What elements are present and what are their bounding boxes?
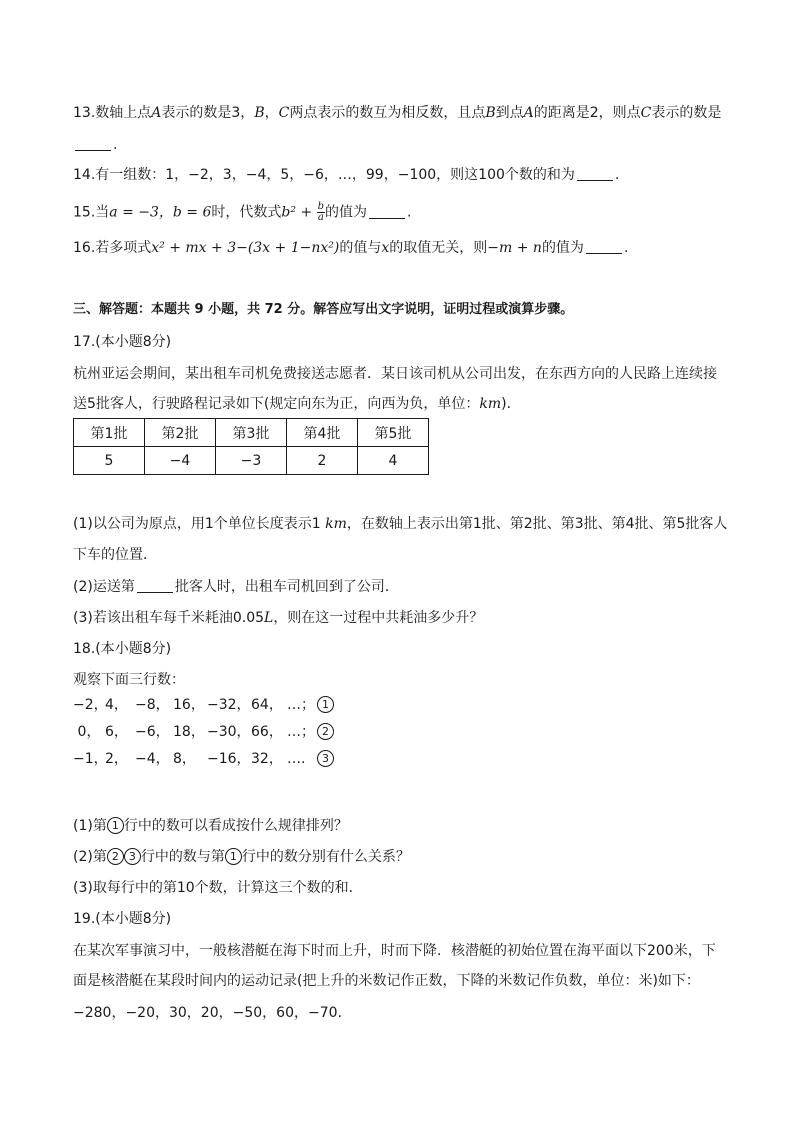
q13-text: 的距离是2，则点 bbox=[533, 105, 641, 121]
fraction-numerator: b bbox=[317, 201, 325, 212]
q13-var: C bbox=[640, 105, 652, 121]
q14-tail: . bbox=[614, 167, 620, 183]
q13-var: A bbox=[151, 105, 162, 121]
q13-text: 两点表示的数互为相反数，且点 bbox=[289, 105, 486, 121]
q18-intro: 观察下面三行数： bbox=[73, 672, 185, 688]
q17-part-1-cont: 下车的位置． bbox=[73, 547, 157, 563]
q13-tail: . bbox=[113, 137, 118, 153]
q18-text: 行中的数可以看成按什么规律排列？ bbox=[123, 818, 348, 834]
q17-header: 17.(本小题8分) bbox=[73, 334, 172, 350]
q16-expression: x² + mx + 3−(3x + 1−nx²) bbox=[151, 240, 340, 256]
sequence-term: −30， bbox=[207, 724, 251, 740]
sequence-row-1 bbox=[73, 696, 334, 714]
sequence-term: 18， bbox=[173, 724, 205, 740]
table-header-cell: 第1批 bbox=[74, 419, 145, 447]
sequence-term: 0， bbox=[77, 724, 101, 740]
q13-var: A bbox=[523, 105, 534, 121]
answer-blank[interactable] bbox=[586, 239, 622, 254]
q18-text: 行中的数与第 bbox=[140, 849, 225, 865]
sequence-term: …； bbox=[287, 697, 315, 713]
sequence-term: …； bbox=[287, 724, 315, 740]
q19-text-line: 在某次军事演习中，一般核潜艇在海下时而上升，时而下降．核潜艇的初始位置在海平面以下200米，下 bbox=[73, 943, 716, 959]
sequence-term: 8， bbox=[173, 751, 196, 767]
sequence-term: −16， bbox=[207, 751, 251, 767]
q15-text: 时，代数式 bbox=[211, 204, 282, 221]
q13-text: 表示的数是 bbox=[651, 105, 722, 121]
q19-header: 19.(本小题8分) bbox=[73, 911, 172, 927]
q16-text: 的值为 bbox=[541, 240, 584, 256]
q17-intro-line bbox=[73, 395, 521, 413]
q17-part-2 bbox=[73, 578, 399, 596]
q16-text: 的取值无关，则 bbox=[389, 240, 488, 256]
q17-text: (2)运送第 bbox=[73, 579, 135, 595]
unit-km: km bbox=[325, 516, 347, 532]
q15-expression: b² + bbox=[281, 204, 317, 221]
circled-number: 1 bbox=[107, 817, 124, 834]
table-header-cell: 第2批 bbox=[145, 419, 216, 447]
q15-tail: . bbox=[407, 204, 412, 221]
q13-var: C bbox=[278, 105, 290, 121]
circled-number: 3 bbox=[124, 848, 141, 865]
question-13-answer-line bbox=[73, 136, 117, 154]
table-cell: −4 bbox=[145, 447, 216, 475]
trip-record-table bbox=[73, 418, 429, 475]
answer-blank[interactable] bbox=[137, 578, 173, 593]
q17-part-1 bbox=[73, 515, 727, 533]
sequence-term: 2， bbox=[105, 751, 128, 767]
q18-part-1 bbox=[73, 817, 348, 835]
sequence-row-3 bbox=[73, 750, 334, 768]
question-14 bbox=[73, 166, 619, 184]
q19-data-line: −280，−20，30，20，−50，60，−70. bbox=[73, 1005, 342, 1021]
sequence-term: −6， bbox=[135, 724, 170, 740]
answer-blank[interactable] bbox=[369, 204, 405, 219]
circled-number: 3 bbox=[317, 750, 334, 767]
q17-text: (1)以公司为原点，用1个单位长度表示1 bbox=[73, 516, 326, 532]
table-header-cell: 第3批 bbox=[216, 419, 287, 447]
section-heading: 三、解答题：本题共 9 小题，共 72 分。解答应写出文字说明，证明过程或演算步骤。 bbox=[73, 302, 574, 317]
unit-liter: L bbox=[264, 610, 274, 626]
q13-text: ， bbox=[264, 105, 279, 121]
q16-var: x bbox=[381, 240, 390, 256]
q16-number: 16. bbox=[73, 240, 96, 256]
q17-text: ，在数轴上表示出第1批、第2批、第3批、第4批、第5批客人 bbox=[346, 516, 728, 532]
q13-text: 数轴上点 bbox=[95, 105, 152, 121]
answer-blank[interactable] bbox=[577, 166, 613, 181]
table-cell: 4 bbox=[358, 447, 429, 475]
table-cell: 5 bbox=[74, 447, 145, 475]
sequence-term: 66， bbox=[251, 724, 283, 740]
sequence-term: −2， bbox=[73, 697, 108, 713]
q17-text: 送5批客人，行驶路程记录如下(规定向东为正，向西为负，单位： bbox=[73, 396, 480, 412]
q18-text: (1)第 bbox=[73, 818, 107, 834]
sequence-term: …. bbox=[287, 751, 306, 767]
sequence-term: −8， bbox=[135, 697, 170, 713]
q17-intro-line: 杭州亚运会期间，某出租车司机免费接送志愿者．某日该司机从公司出发，在东西方向的人民路上连续接 bbox=[73, 366, 717, 382]
q16-text: 若多项式 bbox=[95, 240, 152, 256]
q18-text: (2)第 bbox=[73, 849, 107, 865]
q13-var: B bbox=[485, 105, 496, 121]
circled-number: 2 bbox=[317, 723, 334, 740]
q16-tail: . bbox=[623, 240, 629, 256]
q18-text: 行中的数分别有什么关系？ bbox=[241, 849, 410, 865]
table-header-row bbox=[74, 419, 429, 447]
table-cell: −3 bbox=[216, 447, 287, 475]
q13-text: 到点 bbox=[495, 105, 524, 121]
fraction-denominator: a bbox=[317, 212, 324, 223]
q17-text: 批客人时，出租车司机回到了公司． bbox=[174, 579, 399, 595]
answer-blank[interactable] bbox=[75, 136, 111, 151]
question-16 bbox=[73, 239, 628, 257]
q14-number: 14. bbox=[73, 167, 96, 183]
circled-number: 1 bbox=[317, 696, 334, 713]
q15-condition: a = −3，b = 6 bbox=[109, 204, 212, 221]
table-row bbox=[74, 447, 429, 475]
question-13 bbox=[73, 104, 721, 122]
sequence-term: −32， bbox=[207, 697, 251, 713]
unit-km: km bbox=[479, 396, 502, 412]
q13-number: 13. bbox=[73, 105, 96, 121]
sequence-term: 32， bbox=[251, 751, 283, 767]
q15-text: 的值为 bbox=[325, 204, 368, 221]
circled-number: 1 bbox=[225, 848, 242, 865]
q13-text: 表示的数是3， bbox=[161, 105, 255, 121]
q18-header: 18.(本小题8分) bbox=[73, 641, 172, 657]
sequence-term: −1， bbox=[73, 751, 108, 767]
sequence-term: 6， bbox=[105, 724, 128, 740]
q14-text: 有一组数：1，−2，3，−4，5，−6，…，99，−100，则这100个数的和为 bbox=[95, 167, 575, 183]
q16-text: 的值与 bbox=[339, 240, 382, 256]
q15-text: 当 bbox=[95, 204, 110, 221]
q15-fraction bbox=[317, 202, 325, 223]
q16-expression: −m + n bbox=[487, 240, 542, 256]
table-header-cell: 第5批 bbox=[358, 419, 429, 447]
q18-part-3: (3)取每行中的第10个数，计算这三个数的和． bbox=[73, 880, 363, 896]
q15-number: 15. bbox=[73, 204, 96, 221]
table-cell: 2 bbox=[287, 447, 358, 475]
q17-text: )． bbox=[501, 396, 521, 412]
circled-number: 2 bbox=[107, 848, 124, 865]
q13-var: B bbox=[254, 105, 265, 121]
sequence-term: −4， bbox=[135, 751, 170, 767]
table-header-cell: 第4批 bbox=[287, 419, 358, 447]
sequence-term: 16， bbox=[173, 697, 205, 713]
q17-text: ，则在这一过程中共耗油多少升？ bbox=[273, 610, 484, 626]
sequence-term: 64， bbox=[251, 697, 283, 713]
q18-part-2 bbox=[73, 848, 410, 866]
question-15 bbox=[73, 202, 411, 223]
sequence-row-2 bbox=[73, 723, 334, 741]
sequence-term: 4， bbox=[105, 697, 128, 713]
q17-text: (3)若该出租车每千米耗油0.05 bbox=[73, 610, 265, 626]
q17-part-3 bbox=[73, 609, 483, 627]
q19-text-line: 面是核潜艇在某段时间内的运动记录(把上升的米数记作正数，下降的米数记作负数，单位：米)如下： bbox=[73, 973, 700, 989]
